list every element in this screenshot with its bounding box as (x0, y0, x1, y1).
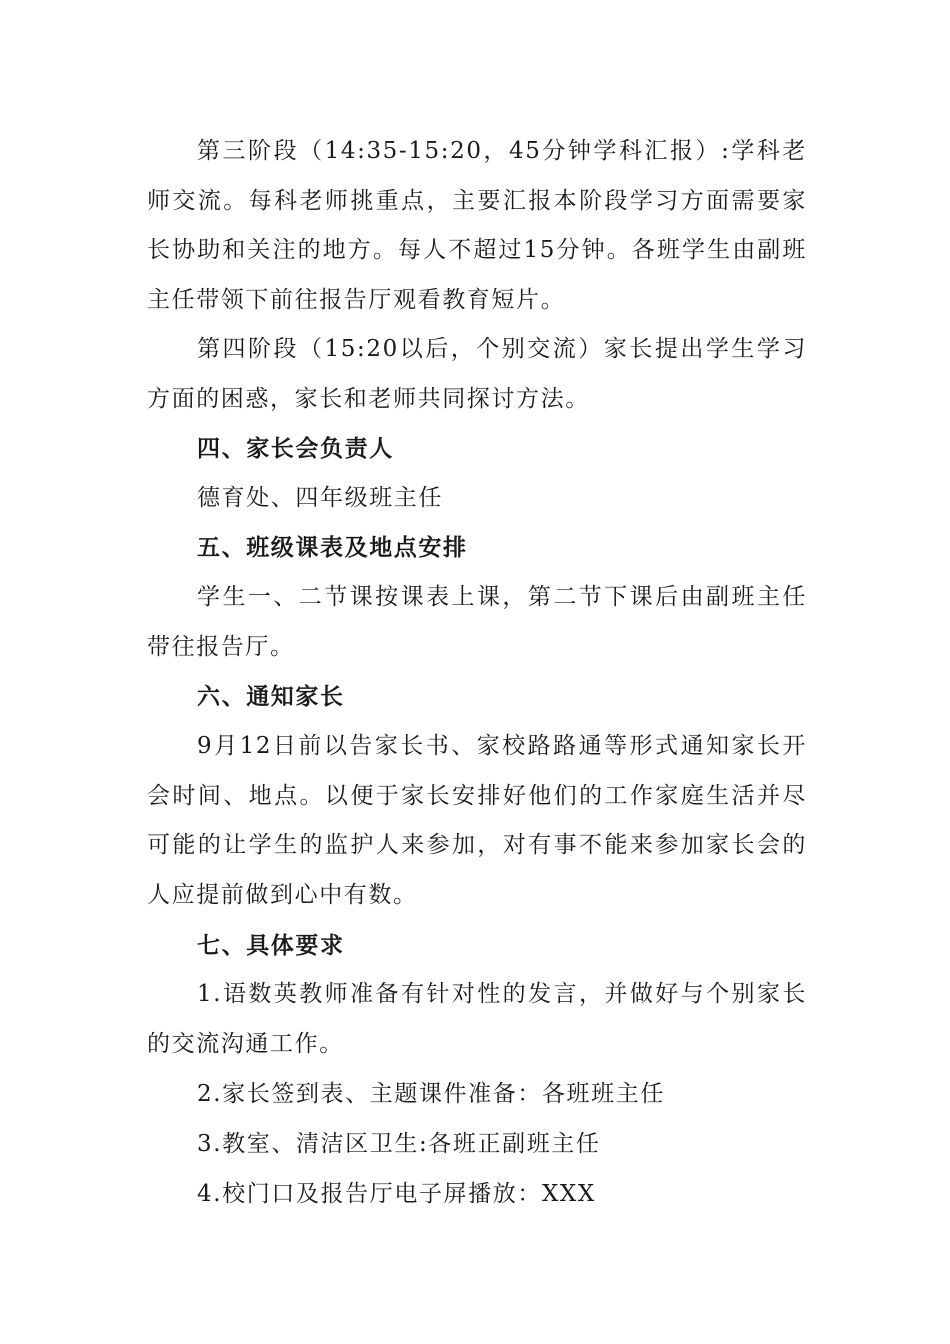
requirement-item-1: 1.语数英教师准备有针对性的发言，并做好与个别家长的交流沟通工作。 (147, 981, 807, 1057)
paragraph-schedule: 学生一、二节课按课表上课，第二节下课后由副班主任带往报告厅。 (147, 584, 807, 660)
paragraph-notify: 9月12日前以告家长书、家校路路通等形式通知家长开会时间、地点。以便于家长安排好他们的工作家庭生活并尽可能的让学生的监护人来参加，对有事不能来参加家长会的人应提前做到心中有数。 (147, 733, 807, 908)
section-heading-schedule: 五、班级课表及地点安排 (197, 534, 468, 561)
paragraph-stage-three: 第三阶段（14:35-15:20，45分钟学科汇报）:学科老师交流。每科老师挑重点，主要汇报本阶段学习方面需要家长协助和关注的地方。每人不超过15分钟。各班学生由副班主任带领下前往报告厅观看教育短片。 (147, 138, 807, 313)
paragraph-stage-four: 第四阶段（15:20以后，个别交流）家长提出学生学习方面的困惑，家长和老师共同探讨方法。 (147, 336, 807, 412)
section-heading-requirements: 七、具体要求 (197, 932, 345, 959)
section-heading-notify: 六、通知家长 (197, 683, 345, 710)
paragraph-responsible: 德育处、四年级班主任 (197, 485, 443, 511)
requirement-item-4: 4.校门口及报告厅电子屏播放：XXX (197, 1181, 596, 1207)
requirement-item-3: 3.教室、清洁区卫生:各班正副班主任 (197, 1131, 601, 1157)
requirement-item-2: 2.家长签到表、主题课件准备：各班班主任 (197, 1081, 665, 1107)
section-heading-responsible: 四、家长会负责人 (197, 435, 394, 462)
